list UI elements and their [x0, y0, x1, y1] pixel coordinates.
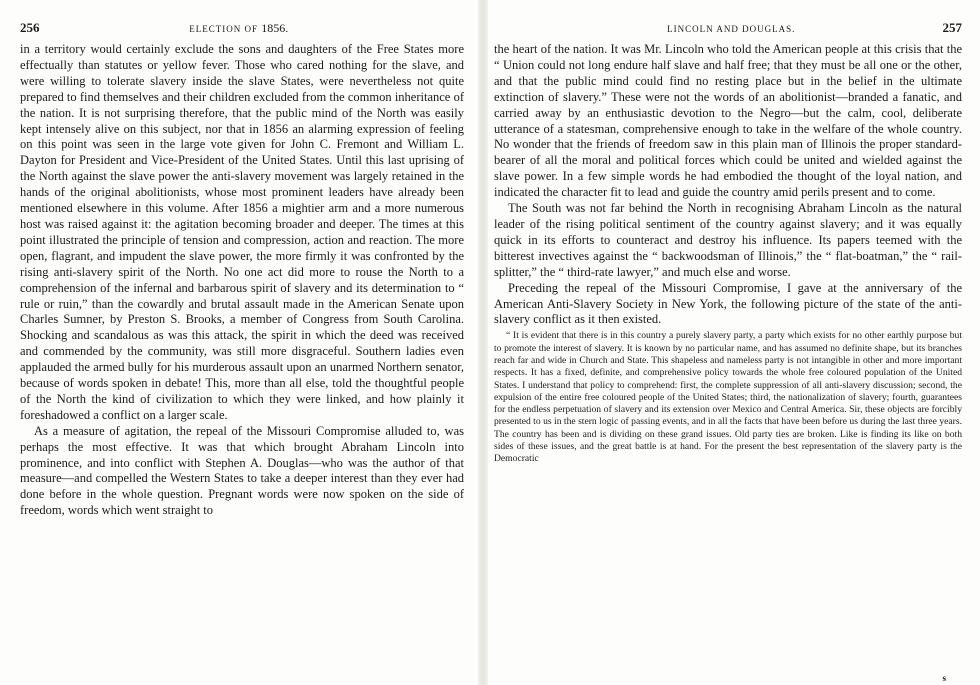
- right-paragraph-2: The South was not far behind the North in recognising Abraham Lincoln as the natural leader of the rising political sentiment of the country against slavery; and it was equally quick in its efforts to counteract and destroy his influence. Its papers teemed with the bitterest invectives against the “ backwoodsman of Illinois,” the “ flat-boatman,” the “ rail-splitter,” the “ third-rate lawyer,” and much else and worse.: [494, 201, 962, 279]
- left-body-text: [20, 42, 464, 519]
- right-page: [488, 0, 980, 685]
- left-page: [0, 0, 478, 685]
- right-paragraph-3: Preceding the repeal of the Missouri Compromise, I gave at the anniversary of the American Anti-Slavery Society in New York, the following picture of the state of the anti-slavery conflict as it then existed.: [494, 280, 962, 327]
- left-running-title: [189, 21, 288, 36]
- block-quotation: [494, 330, 962, 465]
- right-page-number: 257: [942, 20, 962, 35]
- left-running-head: [20, 20, 464, 42]
- left-paragraph-2: As a measure of agitation, the repeal of the Missouri Compromise alluded to, was perhaps the most effective. It was that which brought Abraham Lincoln into prominence, and into conflict with Stephen A. Douglas—who was the author of that measure—and compelled the Western States to take a deeper interest than they ever had done before in the whole question. Pregnant words were now spoken on the side of freedom, words which went straight to: [20, 423, 464, 518]
- left-paragraph-1: in a territory would certainly exclude the sons and daughters of the Free States more effectually than statutes or yellow fever. Those who cared nothing for the slave, and were willing to tolerate slavery inside the slave States, were nevertheless not quite prepared to find themselves and their children excluded from the common inheritance of the nation. It is not surprising therefore, that the public mind of the North was easily kept intensely alive on this subject, nor that in 1856 an alarming expression of feeling on this point was seen in the large vote given for John C. Fremont and William L. Dayton for President and Vice-President of the United States. Until this last uprising of the North against the slave power the anti-slavery movement was largely retained in the hands of the original abolitionists, whose most prominent leaders have already been mentioned elsewhere in this volume. After 1856 a mightier arm and a more numerous host was raised against it: the agitation becoming broader and deeper. The times at this point illustrated the principle of tension and compression, action and reaction. The more open, flagrant, and impudent the slave power, the more firmly it was confronted by the rising anti-slavery spirit of the North. No one act did more to rouse the North to a comprehension of the infernal and barbarous spirit of slavery and its determination to “ rule or ruin,” than the cowardly and brutal assault made in the American Senate upon Charles Sumner, by Preston S. Brooks, a member of Congress from South Carolina. Shocking and scandalous as was this attack, the spirit in which the deed was received and commended by the community, was still more disgraceful. Southern ladies even applauded the armed bully for his murderous assault upon an unarmed Northern senator, because of words spoken in debate! This, more than all else, told the thoughtful people of the North the kind of civilization to which they were linked, and how plainly it foreshadowed a conflict on a larger scale.: [20, 42, 464, 422]
- right-paragraph-1: the heart of the nation. It was Mr. Lincoln who told the American people at this crisis that the “ Union could not long endure half slave and half free; that they must be all one or the other, and that the public mind could find no resting place but in the belief in the ultimate extinction of slavery.” These were not the words of an abolitionist—branded a fanatic, and carried away by an enthusiastic devotion to the Negro—but the calm, cool, deliberate utterance of a statesman, comprehensive enough to take in the welfare of the whole country. No wonder that the friends of freedom saw in this plain man of Illinois the proper standard-bearer of all the moral and political forces which could be united and wielded against the slave power. In a few simple words he had embodied the thought of the loyal nation, and indicated the character fit to lead and guide the country amid perils present and to come.: [494, 42, 962, 200]
- left-running-title-text: ELECTION OF: [189, 24, 258, 34]
- right-running-head: [494, 20, 962, 42]
- quotation-text: “ It is evident that there is in this country a purely slavery party, a party which exists for no other earthly purpose but to promote the interest of slavery. It is known by no particular name, and has assumed no definite shape, but its branches reach far and wide in Church and State. This shapeless and nameless party is not intangible in other and more important respects. It has a fixed, definite, and comprehensive policy towards the whole free coloured population of the United States. I understand that policy to comprehend: first, the complete suppression of all anti-slavery discussion; second, the expulsion of the entire free coloured people of the United States; third, the nationalization of slavery; fourth, guarantees for the endless perpetuation of slavery and its extension over Mexico and Central America. Sir, these objects are forcibly presented to us in the stern logic of passing events, and in all the facts that have been before us during the last three years. The country has been and is dividing on these grand issues. Old party ties are broken. Like is finding its like on both sides of these issues, and the great battle is at hand. For the present the best representation of the slavery party is the Democratic: [494, 330, 962, 465]
- printer-signature-mark: s: [942, 673, 946, 683]
- left-page-number: 256: [20, 20, 40, 35]
- right-body-text: [494, 42, 962, 328]
- right-running-title: LINCOLN AND DOUGLAS.: [667, 24, 796, 34]
- book-gutter: [478, 0, 488, 685]
- left-running-title-year: 1856.: [261, 21, 289, 35]
